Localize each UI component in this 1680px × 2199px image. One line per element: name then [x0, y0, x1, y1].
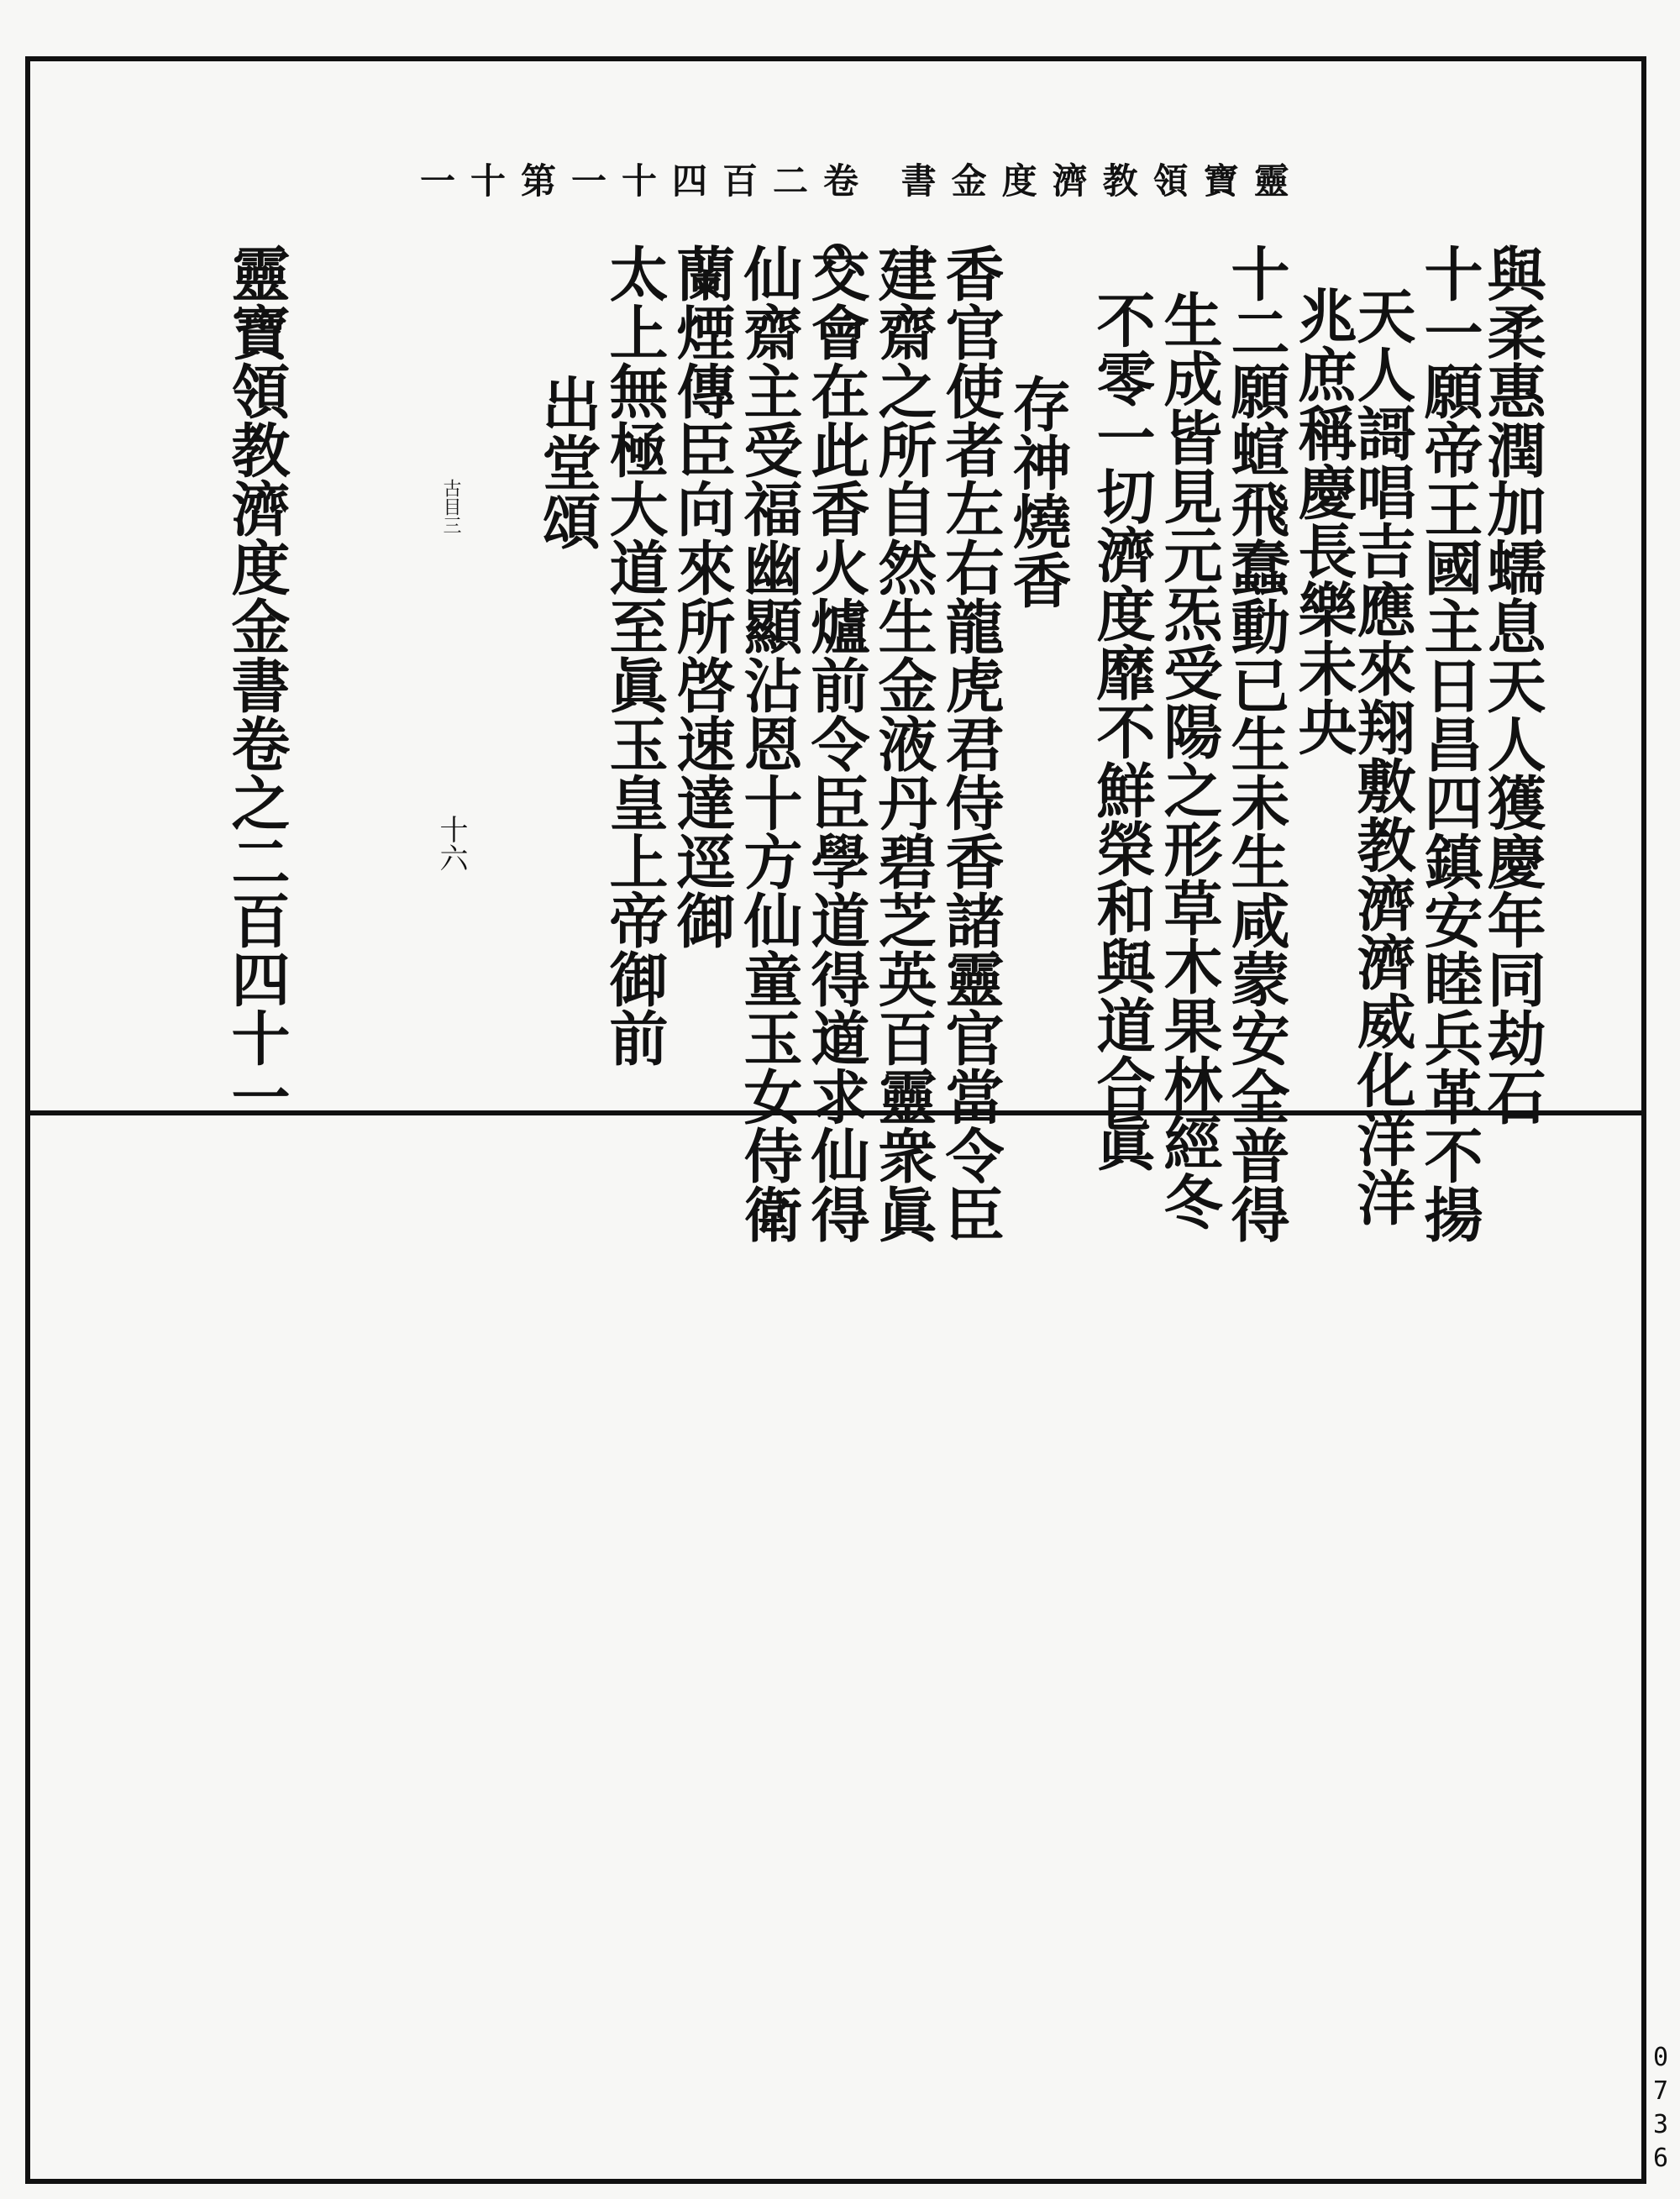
- section-heading-cunshen: 存神燒香: [1003, 374, 1073, 609]
- closing-title: 靈寶領教濟度金書卷之二百四十一: [222, 244, 291, 1126]
- page-number-digit: 7: [1652, 2076, 1669, 2106]
- section-heading-chutang: 出堂頌: [533, 374, 602, 550]
- running-header: 靈寶領教濟度金書 卷二百四十一第十一: [420, 160, 1305, 202]
- text-column-12: 仙齋主受福幽顯沾恩十方仙童玉女侍衛: [734, 244, 804, 1243]
- text-column-7: 不零一切濟度靡不鮮榮和與道合眞: [1087, 290, 1157, 1172]
- text-column-1: 與柔惠潤加蠕息天人獲慶年同劫石: [1478, 244, 1547, 1126]
- text-column-10: 建齋之所自然生金液丹碧芝英百靈衆眞: [869, 244, 938, 1243]
- page-number-digit: 0: [1652, 2043, 1669, 2072]
- leaf-code: 古目三: [440, 479, 461, 534]
- page-number: [1646, 2041, 1675, 2175]
- circle-mark-top: [823, 244, 852, 272]
- text-column-9: 香官使者左右龍虎君侍香諸靈官當令臣: [936, 244, 1005, 1243]
- page-number-digit: 6: [1652, 2144, 1669, 2173]
- folio-number: 十六: [434, 815, 468, 872]
- text-column-6: 生成皆見元炁受陽之形草木果林經冬: [1154, 290, 1224, 1231]
- text-column-2: 十一願帝王國主日昌四鎮安睦兵革不揚: [1415, 244, 1484, 1243]
- text-column-11: 交會在此香火爐前令臣學道得道求仙得: [801, 244, 871, 1243]
- circle-mark-bottom: [823, 1025, 852, 1053]
- text-column-14: 太上無極大道至眞玉皇上帝御前: [600, 244, 669, 1067]
- text-column-4: 兆庶稱慶長樂未央: [1289, 286, 1358, 756]
- text-column-3: 天人謌唱吉應來翔敷教濟濟威化洋洋: [1347, 286, 1417, 1226]
- text-column-5: 十二願蝖飛蠢動已生未生咸蒙安全普得: [1221, 244, 1291, 1243]
- text-column-13: 蘭煙傳臣向來所啓速達逕御: [667, 244, 737, 949]
- page-number-digit: 3: [1652, 2110, 1669, 2139]
